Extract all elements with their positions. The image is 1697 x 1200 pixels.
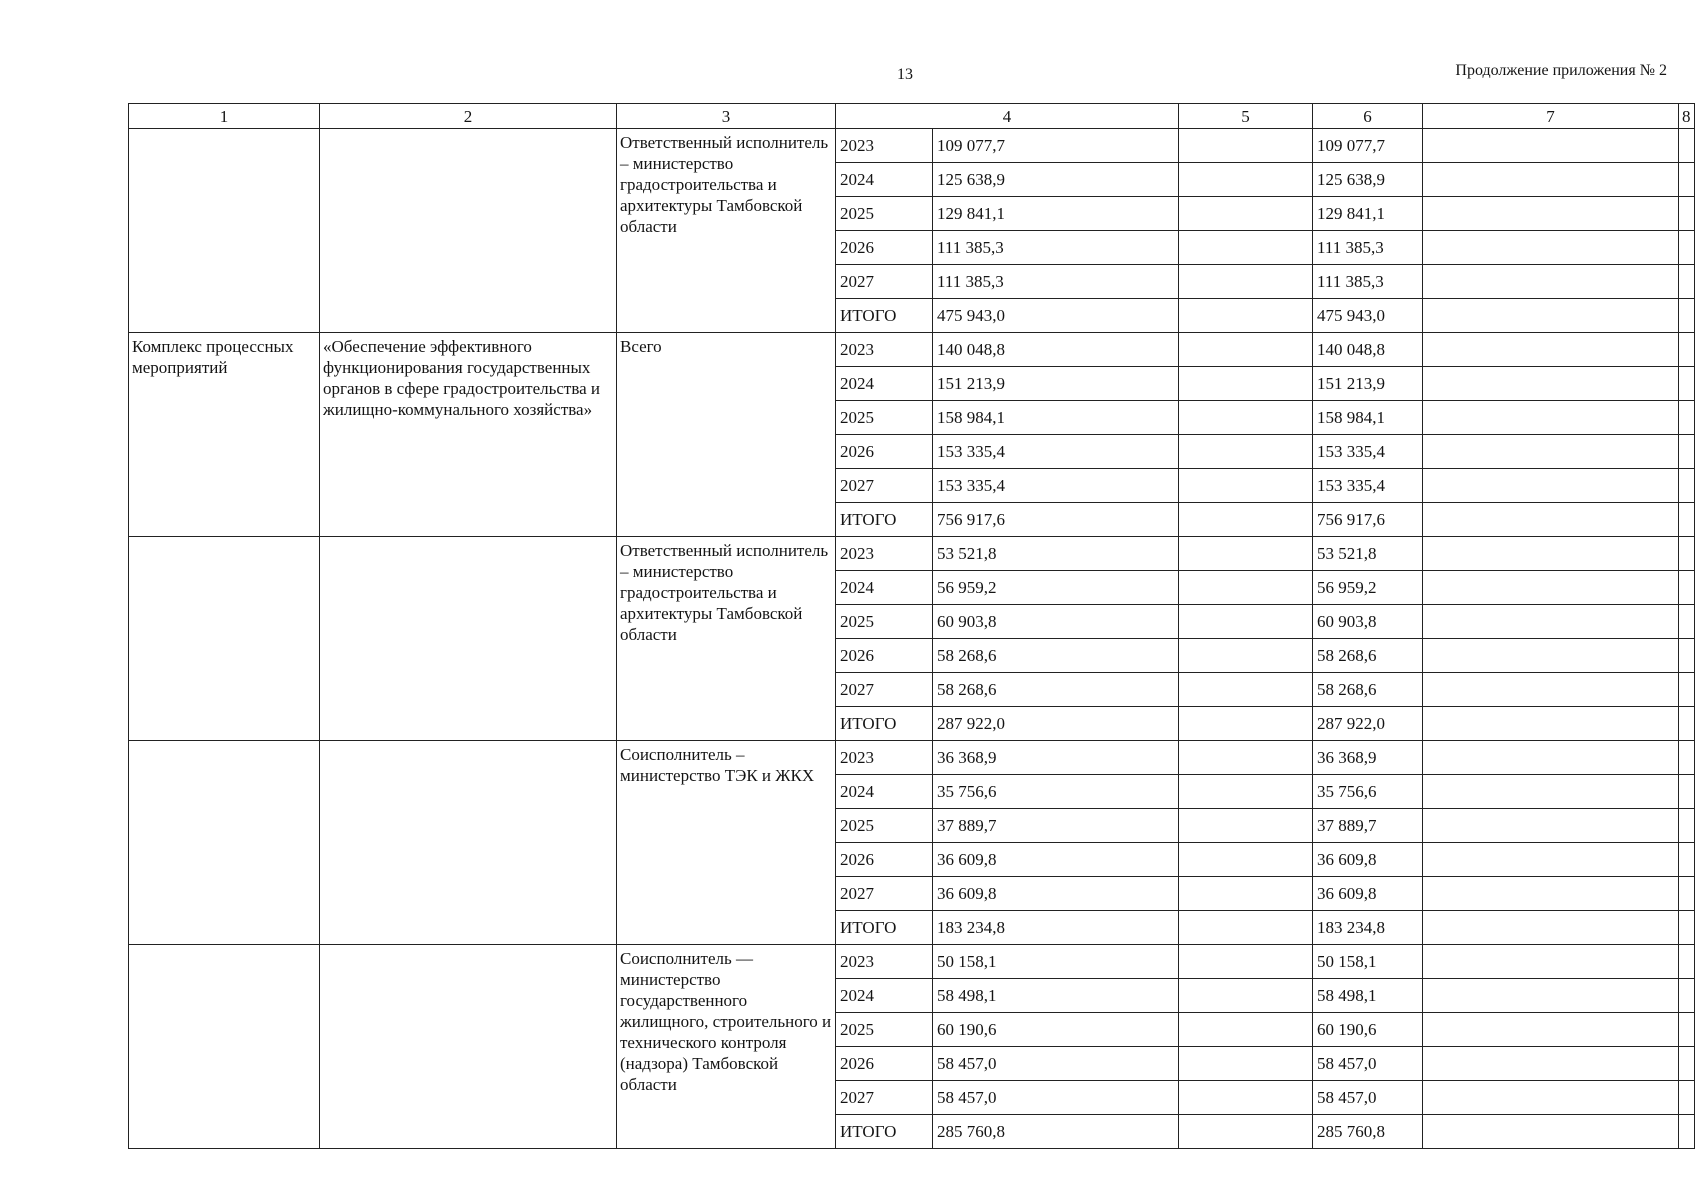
- column-8-cell: [1679, 163, 1695, 197]
- year-cell: 2027: [836, 469, 933, 503]
- total-amount-cell: 58 268,6: [933, 673, 1179, 707]
- total-amount-cell: 140 048,8: [933, 333, 1179, 367]
- total-amount-cell: 129 841,1: [933, 197, 1179, 231]
- column-5-cell: [1179, 129, 1313, 163]
- column-8-cell: [1679, 979, 1695, 1013]
- column-6-amount-cell: 36 368,9: [1313, 741, 1423, 775]
- column-6-amount-cell: 37 889,7: [1313, 809, 1423, 843]
- year-cell: 2023: [836, 945, 933, 979]
- column-8-cell: [1679, 605, 1695, 639]
- column-7-cell: [1423, 333, 1679, 367]
- column-8-cell: [1679, 1081, 1695, 1115]
- column-7-cell: [1423, 401, 1679, 435]
- total-amount-cell: 53 521,8: [933, 537, 1179, 571]
- executor-cell: Ответственный исполнитель – министерство градостроительства и архитектуры Тамбовской области: [617, 129, 836, 333]
- item-type-cell: [129, 537, 320, 741]
- item-type-cell: [129, 741, 320, 945]
- column-5-cell: [1179, 911, 1313, 945]
- column-8-cell: [1679, 1013, 1695, 1047]
- item-name-cell: [320, 945, 617, 1149]
- column-6-amount-cell: 58 268,6: [1313, 639, 1423, 673]
- column-6-amount-cell: 58 268,6: [1313, 673, 1423, 707]
- column-7-cell: [1423, 571, 1679, 605]
- year-cell: 2024: [836, 367, 933, 401]
- column-8-cell: [1679, 537, 1695, 571]
- column-7-cell: [1423, 1013, 1679, 1047]
- total-amount-cell: 285 760,8: [933, 1115, 1179, 1149]
- column-6-amount-cell: 475 943,0: [1313, 299, 1423, 333]
- year-cell: 2023: [836, 129, 933, 163]
- column-6-amount-cell: 285 760,8: [1313, 1115, 1423, 1149]
- column-8-cell: [1679, 1115, 1695, 1149]
- executor-cell: Всего: [617, 333, 836, 537]
- column-8-cell: [1679, 843, 1695, 877]
- total-amount-cell: 58 457,0: [933, 1047, 1179, 1081]
- column-6-amount-cell: 111 385,3: [1313, 265, 1423, 299]
- year-cell: 2024: [836, 571, 933, 605]
- year-cell: 2027: [836, 673, 933, 707]
- column-header: 1: [129, 104, 320, 129]
- total-amount-cell: 35 756,6: [933, 775, 1179, 809]
- year-cell: 2026: [836, 1047, 933, 1081]
- year-cell: 2027: [836, 1081, 933, 1115]
- column-5-cell: [1179, 809, 1313, 843]
- item-type-cell: [129, 945, 320, 1149]
- total-amount-cell: 287 922,0: [933, 707, 1179, 741]
- column-7-cell: [1423, 503, 1679, 537]
- total-amount-cell: 56 959,2: [933, 571, 1179, 605]
- column-5-cell: [1179, 1081, 1313, 1115]
- column-6-amount-cell: 158 984,1: [1313, 401, 1423, 435]
- year-cell: 2023: [836, 537, 933, 571]
- column-5-cell: [1179, 1013, 1313, 1047]
- column-5-cell: [1179, 843, 1313, 877]
- column-8-cell: [1679, 435, 1695, 469]
- column-7-cell: [1423, 1047, 1679, 1081]
- column-6-amount-cell: 58 457,0: [1313, 1047, 1423, 1081]
- total-amount-cell: 50 158,1: [933, 945, 1179, 979]
- column-6-amount-cell: 56 959,2: [1313, 571, 1423, 605]
- year-cell: 2027: [836, 265, 933, 299]
- column-6-amount-cell: 151 213,9: [1313, 367, 1423, 401]
- column-5-cell: [1179, 231, 1313, 265]
- year-cell: 2025: [836, 1013, 933, 1047]
- year-cell: 2026: [836, 639, 933, 673]
- column-7-cell: [1423, 163, 1679, 197]
- column-8-cell: [1679, 299, 1695, 333]
- year-cell: 2026: [836, 843, 933, 877]
- column-8-cell: [1679, 673, 1695, 707]
- funding-table: [128, 103, 1695, 1149]
- total-amount-cell: 111 385,3: [933, 231, 1179, 265]
- column-8-cell: [1679, 877, 1695, 911]
- column-7-cell: [1423, 435, 1679, 469]
- column-6-amount-cell: 125 638,9: [1313, 163, 1423, 197]
- column-header: 3: [617, 104, 836, 129]
- total-amount-cell: 36 609,8: [933, 877, 1179, 911]
- total-amount-cell: 158 984,1: [933, 401, 1179, 435]
- total-amount-cell: 37 889,7: [933, 809, 1179, 843]
- year-cell: 2023: [836, 333, 933, 367]
- year-cell: 2027: [836, 877, 933, 911]
- year-cell: 2025: [836, 605, 933, 639]
- item-name-cell: [320, 741, 617, 945]
- column-6-amount-cell: 60 903,8: [1313, 605, 1423, 639]
- column-5-cell: [1179, 639, 1313, 673]
- executor-cell: Ответственный исполнитель – министерство градостроительства и архитектуры Тамбовской области: [617, 537, 836, 741]
- total-amount-cell: 58 268,6: [933, 639, 1179, 673]
- column-7-cell: [1423, 775, 1679, 809]
- column-7-cell: [1423, 197, 1679, 231]
- column-8-cell: [1679, 775, 1695, 809]
- total-amount-cell: 109 077,7: [933, 129, 1179, 163]
- year-cell: ИТОГО: [836, 1115, 933, 1149]
- column-8-cell: [1679, 231, 1695, 265]
- column-6-amount-cell: 153 335,4: [1313, 435, 1423, 469]
- column-8-cell: [1679, 265, 1695, 299]
- column-8-cell: [1679, 469, 1695, 503]
- item-name-cell: [320, 537, 617, 741]
- column-6-amount-cell: 756 917,6: [1313, 503, 1423, 537]
- column-6-amount-cell: 183 234,8: [1313, 911, 1423, 945]
- column-5-cell: [1179, 707, 1313, 741]
- column-6-amount-cell: 50 158,1: [1313, 945, 1423, 979]
- column-7-cell: [1423, 741, 1679, 775]
- total-amount-cell: 475 943,0: [933, 299, 1179, 333]
- year-cell: ИТОГО: [836, 707, 933, 741]
- total-amount-cell: 58 457,0: [933, 1081, 1179, 1115]
- column-5-cell: [1179, 197, 1313, 231]
- total-amount-cell: 151 213,9: [933, 367, 1179, 401]
- column-8-cell: [1679, 707, 1695, 741]
- column-8-cell: [1679, 1047, 1695, 1081]
- column-8-cell: [1679, 367, 1695, 401]
- column-6-amount-cell: 58 498,1: [1313, 979, 1423, 1013]
- year-cell: 2024: [836, 775, 933, 809]
- table-row: [129, 537, 1695, 571]
- column-5-cell: [1179, 537, 1313, 571]
- column-7-cell: [1423, 231, 1679, 265]
- column-7-cell: [1423, 945, 1679, 979]
- column-5-cell: [1179, 401, 1313, 435]
- item-name-cell: [320, 129, 617, 333]
- year-cell: ИТОГО: [836, 299, 933, 333]
- column-8-cell: [1679, 197, 1695, 231]
- total-amount-cell: 125 638,9: [933, 163, 1179, 197]
- column-7-cell: [1423, 911, 1679, 945]
- column-5-cell: [1179, 333, 1313, 367]
- column-5-cell: [1179, 571, 1313, 605]
- column-7-cell: [1423, 1115, 1679, 1149]
- total-amount-cell: 153 335,4: [933, 469, 1179, 503]
- column-6-amount-cell: 60 190,6: [1313, 1013, 1423, 1047]
- column-6-amount-cell: 35 756,6: [1313, 775, 1423, 809]
- column-7-cell: [1423, 1081, 1679, 1115]
- column-7-cell: [1423, 265, 1679, 299]
- column-5-cell: [1179, 1047, 1313, 1081]
- column-7-cell: [1423, 843, 1679, 877]
- total-amount-cell: 60 190,6: [933, 1013, 1179, 1047]
- column-8-cell: [1679, 945, 1695, 979]
- item-type-cell: Комплекс процессных мероприятий: [129, 333, 320, 537]
- year-cell: 2024: [836, 163, 933, 197]
- column-5-cell: [1179, 673, 1313, 707]
- column-5-cell: [1179, 469, 1313, 503]
- table-body: [129, 129, 1695, 1149]
- column-7-cell: [1423, 537, 1679, 571]
- column-header: 6: [1313, 104, 1423, 129]
- column-6-amount-cell: 109 077,7: [1313, 129, 1423, 163]
- column-6-amount-cell: 287 922,0: [1313, 707, 1423, 741]
- total-amount-cell: 58 498,1: [933, 979, 1179, 1013]
- item-type-cell: [129, 129, 320, 333]
- column-5-cell: [1179, 367, 1313, 401]
- column-6-amount-cell: 129 841,1: [1313, 197, 1423, 231]
- year-cell: 2023: [836, 741, 933, 775]
- appendix-continuation-note: Продолжение приложения № 2: [1455, 62, 1667, 79]
- column-header: 5: [1179, 104, 1313, 129]
- column-7-cell: [1423, 129, 1679, 163]
- year-cell: 2026: [836, 435, 933, 469]
- year-cell: 2025: [836, 197, 933, 231]
- column-5-cell: [1179, 741, 1313, 775]
- column-5-cell: [1179, 877, 1313, 911]
- column-7-cell: [1423, 877, 1679, 911]
- column-header: 7: [1423, 104, 1679, 129]
- total-amount-cell: 111 385,3: [933, 265, 1179, 299]
- item-name-cell: «Обеспечение эффективного функционирования государственных органов в сфере градостроительства и жилищно-коммунального хозяйства»: [320, 333, 617, 537]
- year-cell: ИТОГО: [836, 503, 933, 537]
- column-6-amount-cell: 140 048,8: [1313, 333, 1423, 367]
- column-5-cell: [1179, 265, 1313, 299]
- table-row: [129, 741, 1695, 775]
- year-cell: 2026: [836, 231, 933, 265]
- column-6-amount-cell: 53 521,8: [1313, 537, 1423, 571]
- column-7-cell: [1423, 605, 1679, 639]
- column-8-cell: [1679, 639, 1695, 673]
- column-8-cell: [1679, 571, 1695, 605]
- column-8-cell: [1679, 911, 1695, 945]
- total-amount-cell: 183 234,8: [933, 911, 1179, 945]
- total-amount-cell: 36 609,8: [933, 843, 1179, 877]
- column-header: 2: [320, 104, 617, 129]
- year-cell: 2025: [836, 809, 933, 843]
- column-header: 8: [1679, 104, 1695, 129]
- total-amount-cell: 60 903,8: [933, 605, 1179, 639]
- column-5-cell: [1179, 163, 1313, 197]
- column-7-cell: [1423, 299, 1679, 333]
- table-row: [129, 945, 1695, 979]
- column-6-amount-cell: 153 335,4: [1313, 469, 1423, 503]
- column-5-cell: [1179, 979, 1313, 1013]
- total-amount-cell: 153 335,4: [933, 435, 1179, 469]
- column-8-cell: [1679, 809, 1695, 843]
- column-8-cell: [1679, 129, 1695, 163]
- column-5-cell: [1179, 503, 1313, 537]
- column-header: 4: [836, 104, 1179, 129]
- table-row: [129, 129, 1695, 163]
- column-5-cell: [1179, 435, 1313, 469]
- year-cell: ИТОГО: [836, 911, 933, 945]
- column-7-cell: [1423, 809, 1679, 843]
- column-5-cell: [1179, 775, 1313, 809]
- year-cell: 2025: [836, 401, 933, 435]
- column-6-amount-cell: 36 609,8: [1313, 877, 1423, 911]
- executor-cell: Соисполнитель – министерство ТЭК и ЖКХ: [617, 741, 836, 945]
- column-6-amount-cell: 111 385,3: [1313, 231, 1423, 265]
- total-amount-cell: 36 368,9: [933, 741, 1179, 775]
- column-5-cell: [1179, 299, 1313, 333]
- column-8-cell: [1679, 503, 1695, 537]
- table-row: [129, 333, 1695, 367]
- column-7-cell: [1423, 367, 1679, 401]
- column-7-cell: [1423, 979, 1679, 1013]
- column-8-cell: [1679, 333, 1695, 367]
- column-8-cell: [1679, 401, 1695, 435]
- executor-cell: Соисполнитель — министерство государственного жилищного, строительного и технического контроля (надзора) Тамбовской области: [617, 945, 836, 1149]
- column-7-cell: [1423, 469, 1679, 503]
- column-8-cell: [1679, 741, 1695, 775]
- page-number: 13: [897, 66, 913, 83]
- column-6-amount-cell: 58 457,0: [1313, 1081, 1423, 1115]
- column-5-cell: [1179, 945, 1313, 979]
- column-7-cell: [1423, 673, 1679, 707]
- column-5-cell: [1179, 605, 1313, 639]
- column-7-cell: [1423, 639, 1679, 673]
- column-5-cell: [1179, 1115, 1313, 1149]
- column-6-amount-cell: 36 609,8: [1313, 843, 1423, 877]
- total-amount-cell: 756 917,6: [933, 503, 1179, 537]
- year-cell: 2024: [836, 979, 933, 1013]
- column-number-row: [129, 104, 1695, 129]
- column-7-cell: [1423, 707, 1679, 741]
